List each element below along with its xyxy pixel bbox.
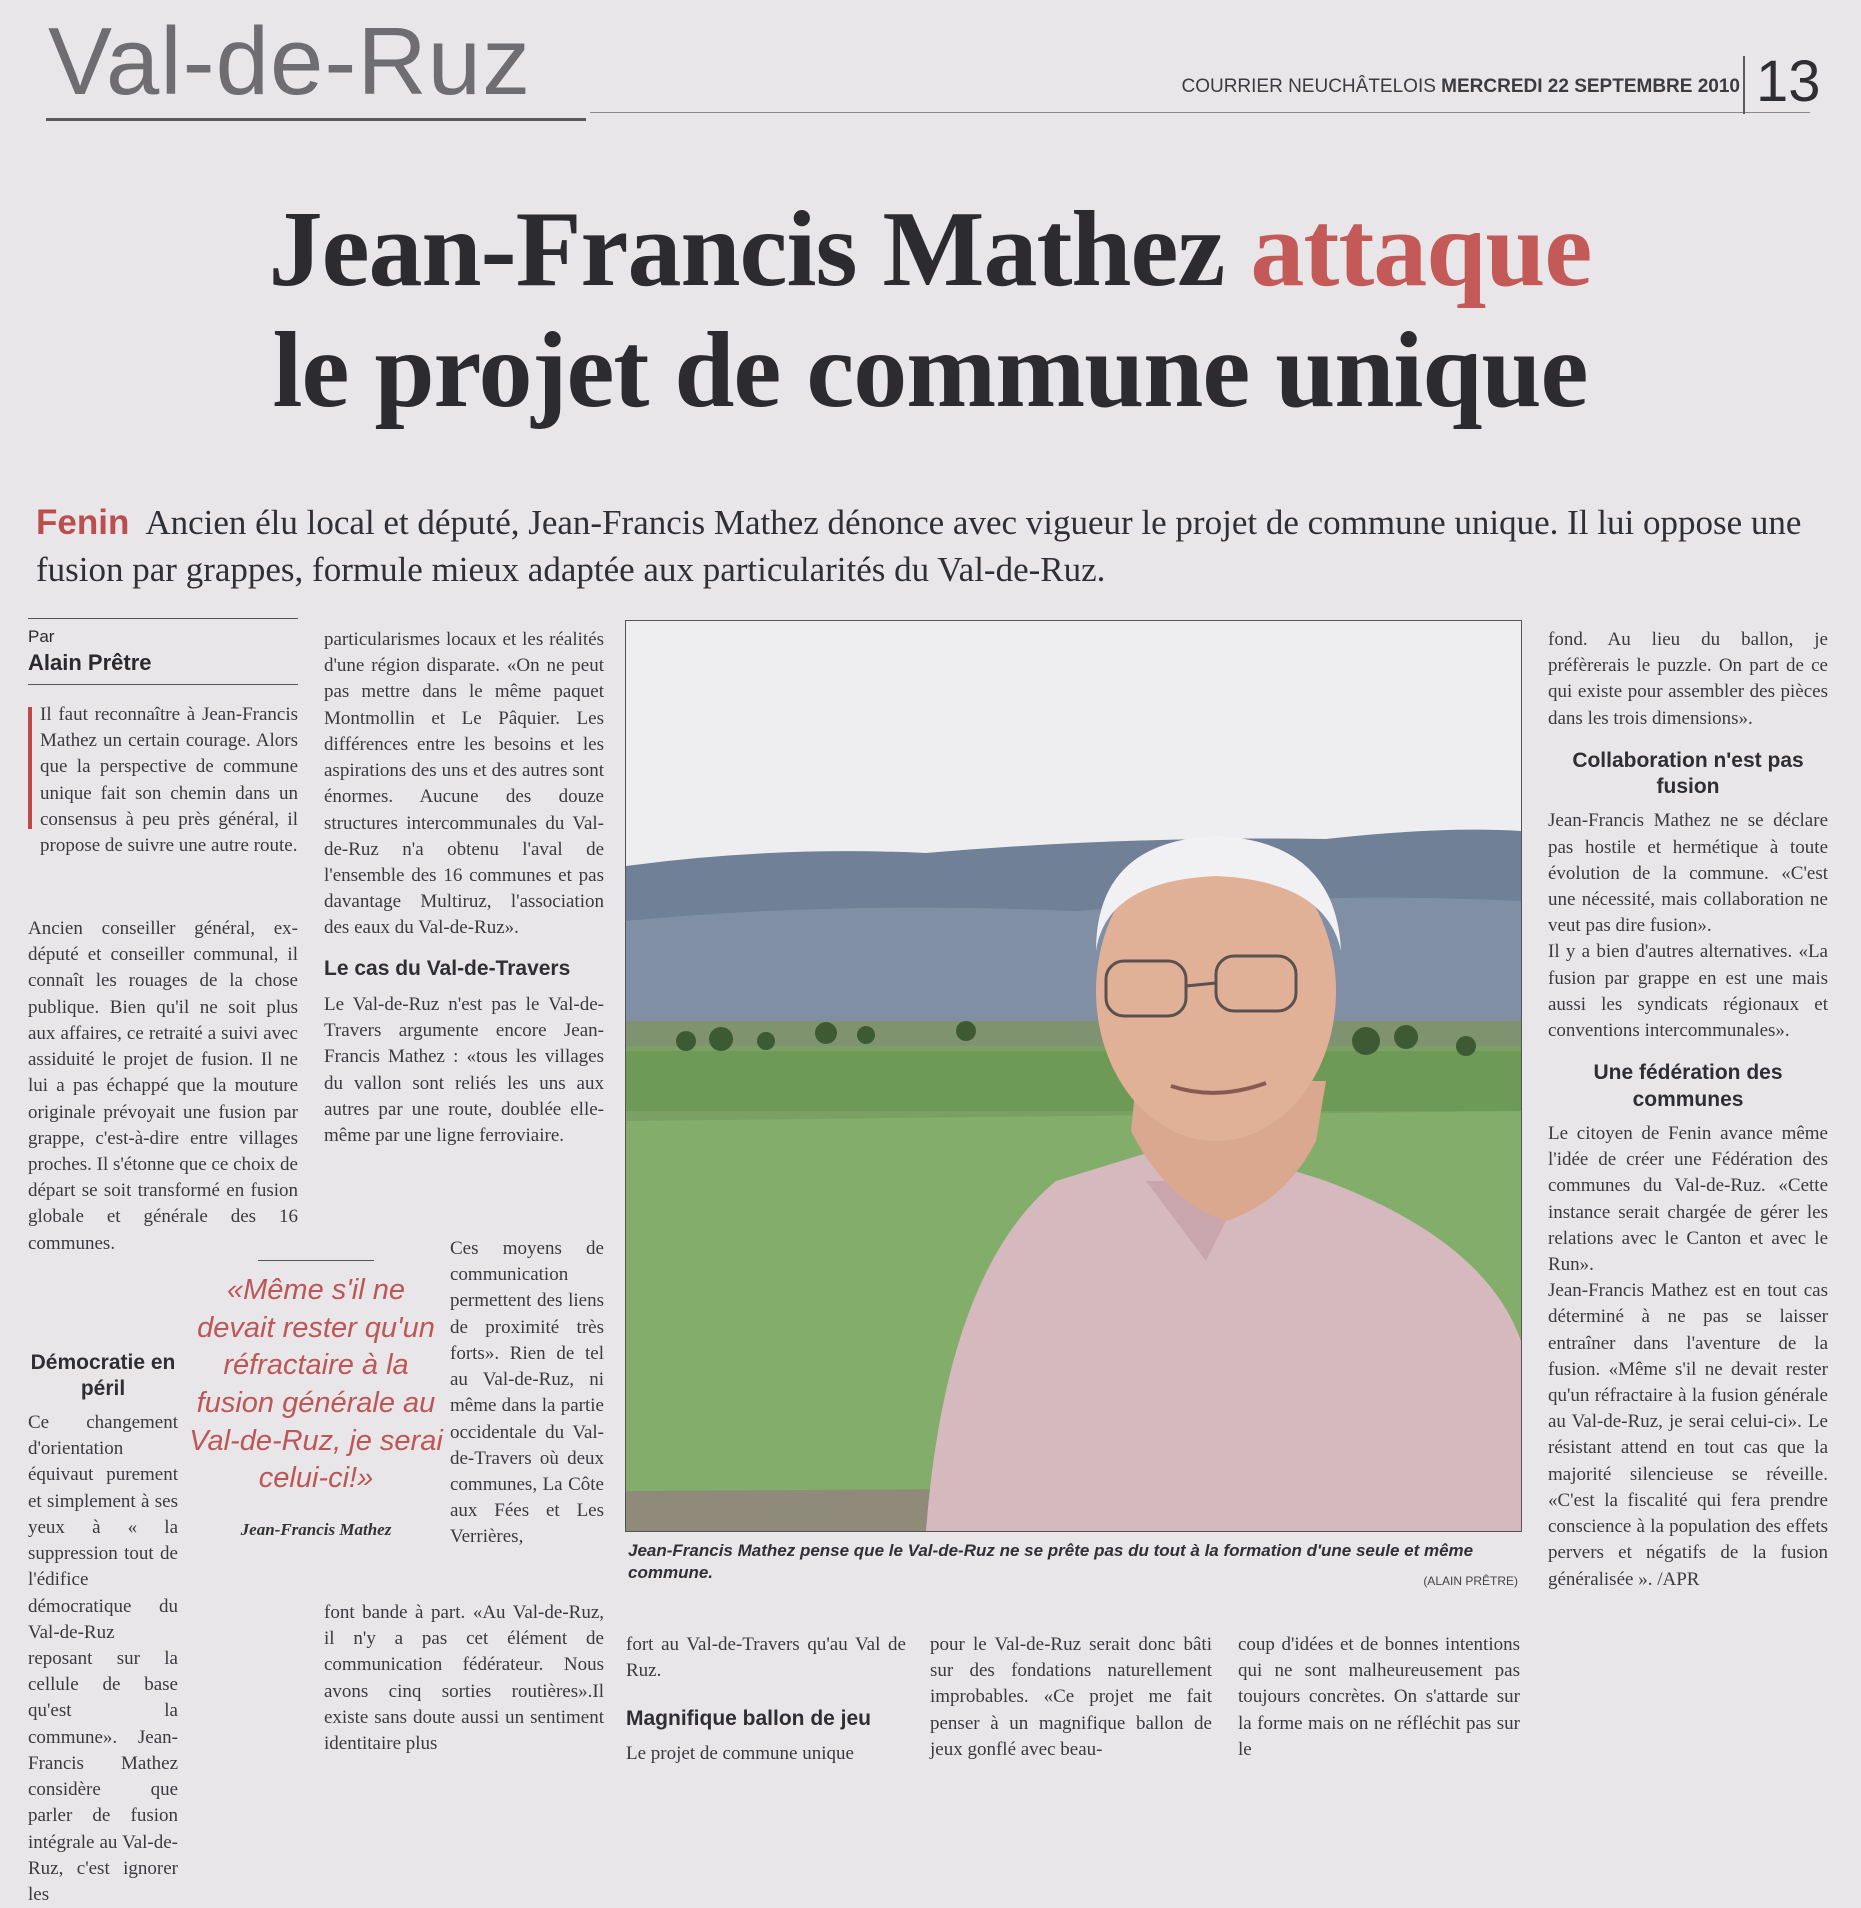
header-rule <box>590 112 1810 113</box>
newspaper-name: COURRIER NEUCHÂTELOIS <box>1181 76 1436 97</box>
col5-paragraph-1: coup d'idées et de bonnes intentions qui ne sont malheureusement pas toujours concrètes. On s'attarde sur la forme mais on ne réfléchit pas sur le <box>1238 1634 1520 1760</box>
byline-label: Par <box>28 627 55 646</box>
byline-rule-bottom <box>28 684 298 685</box>
col2-paragraph-4: font bande à part. «Au Val-de-Ruz, il n'y a pas cet élément de communication fédérateur. Nous avons cinq sorties routières».Il existe sans doute aussi un sentiment identitaire plus <box>324 1602 604 1755</box>
masthead <box>1170 76 1740 98</box>
article-photo <box>625 620 1522 1532</box>
col1-paragraph-1: Il faut reconnaître à Jean-Francis Mathez un certain courage. Alors que la perspective de commune unique fait son chemin dans un consensus à peu près général, il propose de suivre une autre route. <box>40 704 298 857</box>
quote-rule <box>258 1260 374 1261</box>
pull-quote-author: Jean-Francis Mathez <box>240 1520 392 1539</box>
col6-paragraph-2: Jean-Francis Mathez ne se déclare pas hostile et hermétique à toute évolution de la commune. «C'est une nécessité, mais collaboration ne veut pas dire fusion». <box>1548 810 1828 937</box>
col3-paragraph-1: fort au Val-de-Travers qu'au Val de Ruz. <box>626 1634 906 1682</box>
photo-credit: (ALAIN PRÊTRE) <box>1423 1574 1518 1588</box>
column-3 <box>626 1632 906 1767</box>
headline-part1: Jean-Francis Mathez <box>268 190 1225 309</box>
col4-paragraph-1: pour le Val-de-Ruz serait donc bâti sur des fondations naturellement improbables. «Ce projet me fait penser à un magnifique ballon de jeux gonflé avec beau- <box>930 1634 1212 1760</box>
col3-paragraph-2: Le projet de commune unique <box>626 1742 854 1764</box>
col2-paragraph-2: Le Val-de-Ruz n'est pas le Val-de-Travers argumente encore Jean-Francis Mathez : «tous les villages du vallon sont reliés les uns aux autres par une route, doublée elle-même par une ligne ferroviaire. <box>324 993 604 1146</box>
page-separator <box>1743 56 1745 114</box>
pull-quote: «Même s'il ne devait rester qu'un réfractaire à la fusion générale au Val-de-Ruz, je serai celui-ci!» <box>189 1274 443 1495</box>
dateline-place: Fenin <box>36 503 130 542</box>
headline-line2: le projet de commune unique <box>272 310 1588 430</box>
column-4 <box>930 1632 1212 1763</box>
byline-author: Alain Prêtre <box>28 650 152 675</box>
column-5 <box>1238 1632 1520 1763</box>
col6-paragraph-4: Le citoyen de Fenin avance même l'idée de créer une Fédération des communes du Val-de-Ruz. «Cette instance serait chargée de gérer les relations avec le Canton et avec le Run». <box>1548 1122 1828 1275</box>
col2-paragraph-3: Ces moyens de communication permettent des liens de proximité très forts». Rien de tel au Val-de-Ruz, ni même dans la partie occidentale du Val-de-Travers où deux communes, La Côte aux Fées et Les Verrières, <box>450 1238 604 1548</box>
headline-accent: attaque <box>1250 190 1592 309</box>
column-1-body <box>28 916 298 1257</box>
col6-paragraph-5: Jean-Francis Mathez est en tout cas déterminé à ne pas se laisser entraîner dans l'aventure de la fusion. «Même s'il ne devait rester qu'un réfractaire à la fusion générale au Val-de-Ruz, je serai celui-ci». Le résistant attend en tout cas que la majorité silencieuse se réveille. «C'est la fiscalité qui fera prendre conscience à la population des effets pervers et négatifs de la fusion généralisée ». /APR <box>1548 1280 1828 1590</box>
column-2-narrow <box>450 1236 604 1551</box>
column-6 <box>1548 627 1828 1593</box>
byline-rule-top <box>28 618 298 619</box>
photo-illustration <box>626 621 1521 1531</box>
section-rule <box>46 118 586 121</box>
headline <box>60 190 1800 432</box>
section-title: Val-de-Ruz <box>48 8 532 115</box>
subhead-val-de-travers: Le cas du Val-de-Travers <box>324 956 571 980</box>
page-number: 13 <box>1756 49 1821 114</box>
col6-paragraph-1: fond. Au lieu du ballon, je préfèrerais le puzzle. On part de ce qui existe pour assembler des pièces dans les trois dimensions». <box>1548 629 1828 729</box>
col6-paragraph-3: Il y a bien d'autres alternatives. «La fusion par grappe en est une mais aussi les syndicats régionaux et conventions intercommunales». <box>1548 941 1828 1042</box>
col1-paragraph-2: Ancien conseiller général, ex-député et conseiller communal, il connaît les rouages de la chose publique. Bien qu'il ne soit plus aux affaires, ce retraité a suivi avec assiduité le projet de fusion. Il ne lui a pas échappé que la mouture originale prévoyait une fusion par grappe, c'est-à-dire entre villages proches. Il s'étonne que ce choix de départ se soit transformé en fusion globale et générale des 16 communes. <box>28 918 298 1254</box>
column-1-part3 <box>28 1410 178 1908</box>
column-1-intro <box>40 702 298 859</box>
col2-paragraph-1: particularismes locaux et les réalités d'une région disparate. «On ne peut pas mettre dans le même paquet Montmollin et Le Pâquier. Les différences entre les besoins et les aspirations des uns et des autres sont énormes. Aucune des douze structures intercommunales du Val-de-Ruz n'a obtenu l'aval de l'ensemble des 16 communes et pas davantage Multiruz, l'association des eaux du Val-de-Ruz». <box>324 629 604 939</box>
photo-caption: Jean-Francis Mathez pense que le Val-de-Ruz ne se prête pas du tout à la formation d'une seule et même commune. <box>628 1541 1474 1583</box>
col1-paragraph-3: Ce changement d'orientation équivaut purement et simplement à ses yeux à « la suppression tout de l'édifice démocratique du Val-de-Ruz reposant sur la cellule de base qu'est la commune». Jean-Francis Mathez considère que parler de fusion intégrale au Val-de-Ruz, c'est ignorer les <box>28 1412 178 1905</box>
subhead-collaboration: Collaboration n'est pas fusion <box>1572 748 1804 799</box>
subhead-ballon: Magnifique ballon de jeu <box>626 1707 872 1731</box>
dropcap-bar <box>28 707 32 829</box>
column-2-bottom <box>324 1600 604 1757</box>
subhead-federation: Une fédération des communes <box>1593 1061 1783 1111</box>
subhead-democratie: Démocratie en péril <box>30 1351 176 1401</box>
column-2 <box>324 627 604 1149</box>
lead-text: Ancien élu local et député, Jean-Francis Mathez dénonce avec vigueur le projet de commune unique. Il lui oppose une fusion par grappes, formule mieux adaptée aux particularités du Val-de-Ruz. <box>36 503 1802 589</box>
issue-date: MERCREDI 22 SEPTEMBRE 2010 <box>1441 76 1740 97</box>
lead-paragraph <box>36 500 1826 593</box>
